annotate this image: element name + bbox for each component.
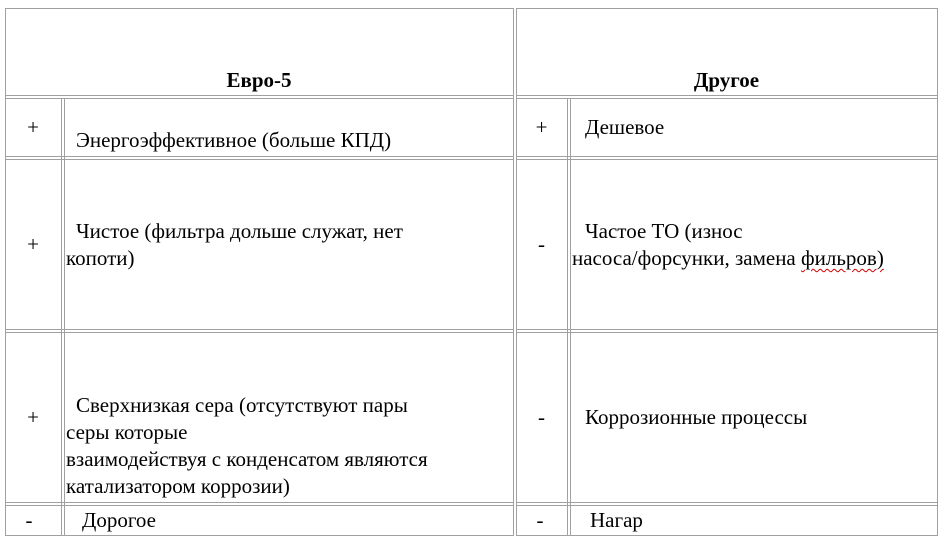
row3-right-text: Коррозионные процессы — [585, 405, 808, 429]
row4-left-sign: - — [25, 508, 33, 532]
row2-right-sign: - — [538, 232, 545, 256]
row1-left-sign: + — [27, 115, 39, 139]
row1-right-text: Дешевое — [585, 115, 665, 139]
row2-left-sign: + — [27, 232, 39, 256]
row1-right-sign: + — [535, 115, 548, 139]
row3-right-sign: - — [538, 405, 545, 429]
row4-left-text: Дорогое — [82, 508, 156, 532]
spellcheck-underline: фильров) — [801, 246, 884, 270]
header-other: Другое — [693, 68, 760, 92]
row4-right-sign: - — [536, 508, 544, 532]
row3-left-text: Сверхнизкая сера (отсутствуют пары серы которые взаимодействуя с конденсатом являются катализатором коррозии) — [66, 393, 428, 498]
row2-right-text: Частое ТО (износ насоса/форсунки, замена фильров) — [572, 219, 884, 270]
row2-left-text: Чистое (фильтра дольше служат, нет копоти) — [66, 219, 403, 270]
row3-left-sign: + — [27, 405, 39, 429]
row4-right-text: Нагар — [590, 508, 643, 532]
row1-left-text: Энергоэффективное (больше КПД) — [76, 128, 392, 152]
header-euro5: Евро-5 — [226, 68, 292, 92]
